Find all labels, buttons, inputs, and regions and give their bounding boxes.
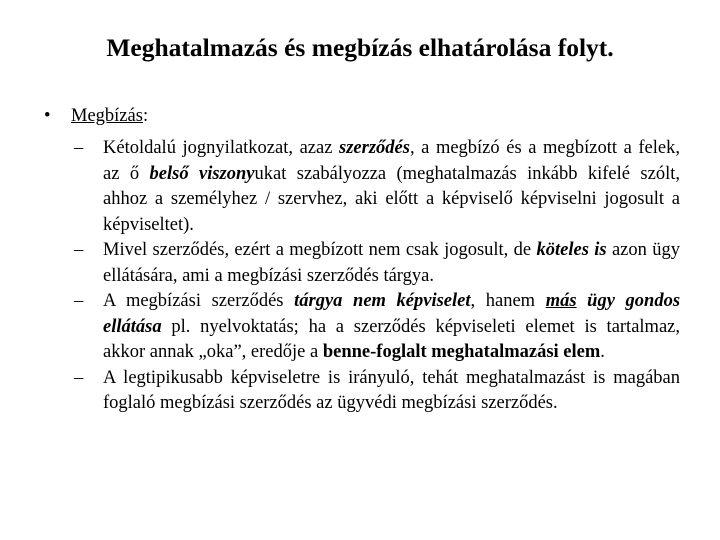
- sub-item-marker: –: [74, 138, 84, 158]
- text-segment: Mivel szerződés, ezért a megbízott nem csak jogosult, de: [103, 240, 537, 260]
- text-segment: A megbízási szerződés: [103, 291, 295, 311]
- sub-item: [74, 238, 680, 289]
- sub-item-marker: –: [74, 240, 84, 260]
- text-segment: , hanem: [470, 291, 546, 311]
- bullet-label: Megbízás: [71, 106, 143, 126]
- slide-title: Meghatalmazás és megbízás elhatárolása folyt.: [106, 33, 614, 62]
- bullet-marker: •: [44, 106, 51, 126]
- sub-item-text: [103, 289, 680, 366]
- sub-item-text: [103, 238, 680, 289]
- text-segment: .: [600, 342, 605, 362]
- bullet-item-megbizas: [44, 103, 148, 129]
- bullet-colon: :: [142, 106, 149, 126]
- sub-item: [74, 289, 680, 366]
- text-segment: pl. nyelvoktatás; ha a szerződés képviseleti elemet is tartalmaz, akkor annak „oka”, eredője a: [103, 316, 680, 362]
- text-segment: Kétoldalú jognyilatkozat, azaz: [103, 138, 340, 158]
- sub-item: [74, 366, 680, 417]
- text-segment: A legtipikusabb képviseletre is irányuló, tehát meghatalmazást is magában foglaló megbízási szerződés az ügyvédi megbízási szerződés.: [103, 367, 680, 413]
- text-segment: ügy gondos ellátása: [103, 291, 681, 337]
- text-segment: más: [545, 291, 577, 311]
- text-segment: [577, 291, 588, 311]
- sub-item-text: [103, 136, 680, 238]
- text-segment: belső viszony: [149, 163, 255, 184]
- text-segment: azon ügy ellátására, ami a megbízási szerződés tárgya.: [103, 240, 680, 286]
- text-segment: tárgya nem képviselet: [294, 291, 471, 311]
- sub-item-text: [103, 366, 680, 417]
- text-segment: , a megbízó és a megbízott a felek, az ő: [103, 138, 680, 184]
- text-segment: köteles is: [536, 240, 607, 260]
- sub-item-marker: –: [74, 291, 84, 311]
- text-segment: ukat szabályozza (meghatalmazás inkább kifelé szólt, ahhoz a személyhez / szervhez, aki előtt a képviselő képviselni jogosult a képviseltet).: [103, 163, 680, 235]
- sub-item: [74, 136, 680, 238]
- sub-item-list: [74, 136, 680, 417]
- sub-item-marker: –: [74, 367, 84, 388]
- text-segment: benne-foglalt meghatalmazási elem: [322, 342, 601, 362]
- text-segment: szerződés: [339, 138, 410, 158]
